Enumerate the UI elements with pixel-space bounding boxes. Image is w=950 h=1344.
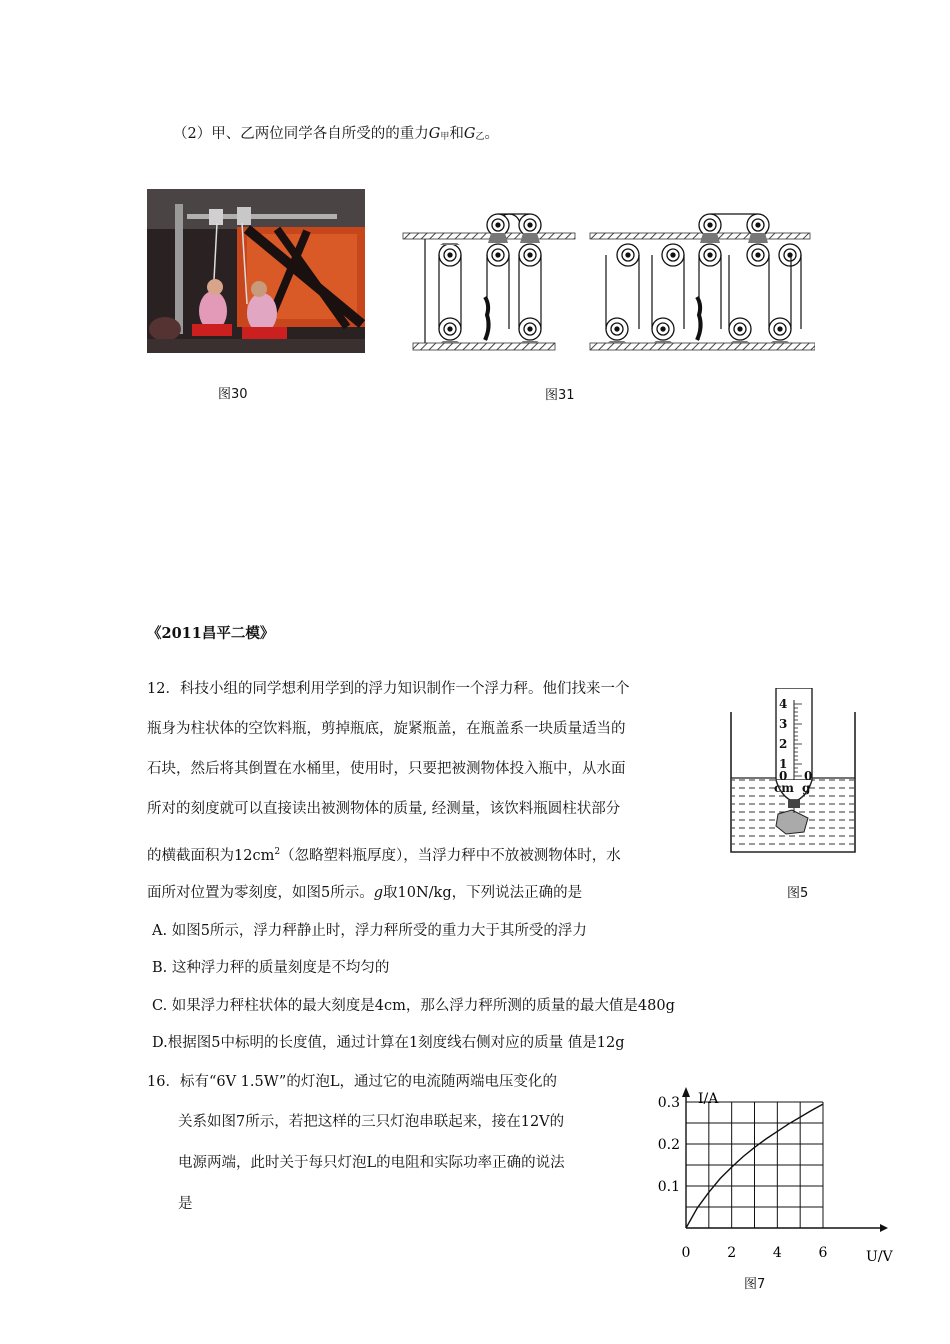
x-tick-label: 6 bbox=[818, 1245, 828, 1261]
g-symbol-jia: G bbox=[428, 126, 441, 142]
q16-line-2: 关系如图7所示，若把这样的三只灯泡串联起来，接在12V的 bbox=[178, 1114, 565, 1130]
q12-line-5a: 的横截面积为12cm bbox=[147, 848, 275, 864]
sub-jia: 甲 bbox=[440, 132, 450, 142]
q12-option-c: C. 如果浮力秤柱状体的最大刻度是4cm，那么浮力秤所测的质量的最大值是480g bbox=[152, 998, 675, 1014]
part2-line bbox=[173, 124, 499, 147]
g-symbol-yi: G bbox=[463, 126, 476, 142]
fig5-cm-label: cm bbox=[774, 781, 795, 795]
x-tick-label: 4 bbox=[772, 1245, 782, 1261]
x-tick-label: 2 bbox=[727, 1245, 737, 1261]
q16-line-4: 是 bbox=[178, 1196, 193, 1212]
y-axis-label: I/A bbox=[698, 1091, 719, 1107]
chart-grid bbox=[686, 1102, 823, 1228]
q12-line-2: 瓶身为柱状体的空饮料瓶，剪掉瓶底，旋紧瓶盖，在瓶盖系一块质量适当的 bbox=[147, 721, 626, 737]
q12-option-d: D.根据图5中标明的长度值，通过计算在1刻度线右侧对应的质量 值是12g bbox=[152, 1035, 625, 1051]
q12-line-5 bbox=[147, 842, 621, 866]
fig5-label-4: 4 bbox=[779, 697, 788, 711]
q12-line-6a: 面所对位置为零刻度，如图5所示。 bbox=[147, 885, 374, 901]
fig5-label-3: 3 bbox=[779, 717, 788, 731]
sub-yi: 乙 bbox=[475, 132, 485, 142]
superscript-2: 2 bbox=[274, 847, 281, 857]
q12-line-3: 石块，然后将其倒置在水桶里，使用时，只要把被测物体投入瓶中，从水面 bbox=[147, 761, 626, 777]
y-tick-label: 0.1 bbox=[657, 1179, 680, 1195]
fig7-svg bbox=[650, 1085, 900, 1270]
q12-line-4: 所对的刻度就可以直接读出被测物体的质量, 经测量，该饮料瓶圆柱状部分 bbox=[147, 801, 621, 817]
q12-line-6 bbox=[147, 883, 582, 903]
fig5-right-zero: 0 bbox=[804, 769, 813, 783]
fig7-chart bbox=[650, 1085, 900, 1274]
part2-and: 和 bbox=[449, 126, 464, 142]
fig30-photo bbox=[147, 189, 365, 353]
q12-line-5b: （忽略塑料瓶厚度），当浮力秤中不放被测物体时，水 bbox=[280, 848, 621, 864]
x-axis-label: U/V bbox=[866, 1249, 893, 1265]
q12-line-6b: 取10N/kg，下列说法正确的是 bbox=[383, 885, 583, 901]
part2-end: 。 bbox=[484, 126, 499, 142]
fig5-caption: 图5 bbox=[787, 886, 809, 901]
fig31-caption: 图31 bbox=[545, 388, 575, 403]
y-axis-arrow-icon bbox=[682, 1087, 690, 1097]
part2-prefix: （2）甲、乙两位同学各自所受的的重力 bbox=[173, 126, 429, 142]
x-axis-arrow-icon bbox=[880, 1224, 888, 1232]
g-variable: g bbox=[373, 885, 384, 901]
fig5-label-2: 2 bbox=[779, 737, 788, 751]
fig30-caption: 图30 bbox=[218, 387, 248, 402]
q12-line-1: 12．科技小组的同学想利用学到的浮力知识制作一个浮力秤。他们找来一个 bbox=[147, 681, 630, 697]
q12-option-b: B. 这种浮力秤的质量刻度是不均匀的 bbox=[152, 960, 390, 976]
fig31-diagram bbox=[395, 205, 815, 359]
x-tick-label: 0 bbox=[681, 1245, 691, 1261]
fig5-label-0: 0 bbox=[779, 769, 788, 783]
fig7-caption: 图7 bbox=[744, 1277, 766, 1292]
fig5-label-1: 1 bbox=[779, 757, 788, 771]
y-tick-label: 0.2 bbox=[657, 1137, 680, 1153]
fig5-diagram bbox=[728, 688, 860, 864]
y-tick-label: 0.3 bbox=[657, 1095, 680, 1111]
fig5-g-label: g bbox=[802, 781, 811, 795]
section-title: 《2011昌平二模》 bbox=[147, 625, 275, 642]
q12-option-a: A. 如图5所示，浮力秤静止时，浮力秤所受的重力大于其所受的浮力 bbox=[152, 923, 587, 939]
q16-line-1: 16．标有“6V 1.5W”的灯泡L，通过它的电流随两端电压变化的 bbox=[147, 1074, 557, 1090]
q16-line-3: 电源两端，此时关于每只灯泡L的电阻和实际功率正确的说法 bbox=[178, 1155, 565, 1171]
